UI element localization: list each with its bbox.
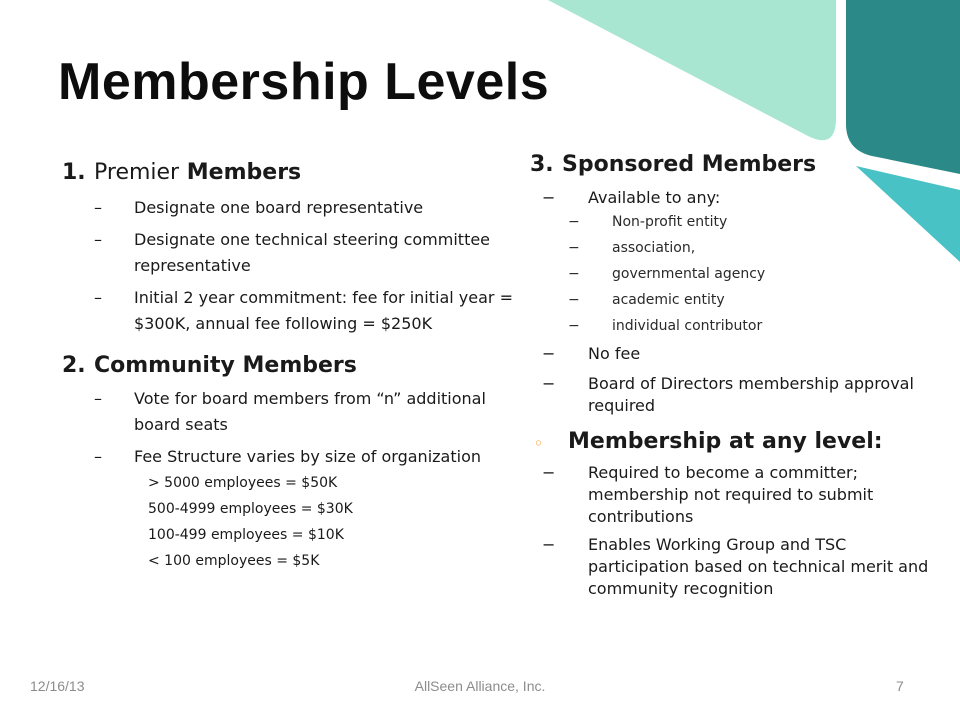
heading-text: Sponsored Members — [562, 152, 817, 177]
footer-page-number: 7 — [896, 678, 904, 694]
list-item — [530, 287, 950, 313]
dash-bullet: – — [94, 198, 102, 217]
circle-bullet-icon: ◦ — [534, 436, 543, 452]
entity-text: association, — [612, 240, 696, 256]
heading-text: Membership at any level: — [568, 429, 883, 454]
list-item — [62, 195, 532, 221]
heading-number: 3. — [530, 152, 554, 177]
mint-triangle-shape — [548, 0, 836, 140]
right-column — [530, 152, 950, 600]
list-item — [530, 235, 950, 261]
approval-text: Board of Directors membership approval required — [588, 374, 914, 415]
footer-organization: AllSeen Alliance, Inc. — [414, 678, 546, 694]
community-item-text: Fee Structure varies by size of organization — [134, 447, 481, 466]
dash-bullet: – — [94, 230, 102, 249]
slide-title: Membership Levels — [58, 53, 550, 111]
heading-word-community: Community — [94, 353, 235, 378]
list-item — [530, 373, 950, 417]
dash-bullet: – — [94, 447, 102, 466]
minus-bullet: − — [568, 292, 580, 308]
premier-members-heading — [62, 160, 532, 185]
heading-word-members: Members — [242, 353, 357, 378]
available-text: Available to any: — [588, 188, 721, 207]
any-level-heading — [530, 429, 950, 454]
list-item — [530, 462, 950, 528]
heading-number: 1. — [62, 160, 86, 185]
entity-text: individual contributor — [612, 318, 763, 334]
no-fee-text: No fee — [588, 344, 641, 363]
list-item — [62, 444, 532, 470]
minus-bullet: − — [568, 318, 580, 334]
list-item — [530, 187, 950, 209]
left-column — [62, 160, 532, 574]
minus-bullet: − — [542, 535, 556, 554]
minus-bullet: − — [542, 374, 556, 393]
community-item-text: Vote for board members from “n” additional board seats — [134, 389, 486, 434]
list-item — [530, 343, 950, 365]
fee-tier: 500-4999 employees = $30K — [148, 501, 353, 517]
heading-word-premier: Premier — [94, 160, 180, 185]
minus-bullet: − — [568, 240, 580, 256]
list-item — [530, 313, 950, 339]
any-level-item-text: Required to become a committer; membership not required to submit contributions — [588, 463, 874, 526]
premier-item-text: Designate one technical steering committee representative — [134, 230, 491, 275]
fee-tier: > 5000 employees = $50K — [148, 475, 338, 491]
minus-bullet: − — [568, 214, 580, 230]
heading-number: 2. — [62, 353, 86, 378]
minus-bullet: − — [568, 266, 580, 282]
premier-item-text: Designate one board representative — [134, 198, 424, 217]
dark-teal-shape — [846, 0, 960, 174]
entity-text: governmental agency — [612, 266, 766, 282]
dash-bullet: – — [94, 288, 102, 307]
footer-date: 12/16/13 — [30, 678, 85, 694]
list-item — [62, 285, 532, 337]
dash-bullet: – — [94, 389, 102, 408]
minus-bullet: − — [542, 188, 556, 207]
entity-text: Non-profit entity — [612, 214, 728, 230]
list-item — [530, 534, 950, 600]
community-members-heading — [62, 353, 532, 378]
fee-tier: 100-499 employees = $10K — [148, 527, 344, 543]
heading-word-members: Members — [186, 160, 302, 185]
list-item — [530, 209, 950, 235]
sponsored-members-heading — [530, 152, 950, 177]
minus-bullet: − — [542, 463, 556, 482]
list-item — [62, 227, 532, 279]
premier-item-text: Initial 2 year commitment: fee for initial year = $300K, annual fee following = $250K — [134, 288, 513, 333]
any-level-item-text: Enables Working Group and TSC participation based on technical merit and community recognition — [588, 535, 929, 598]
fee-tier: < 100 employees = $5K — [148, 553, 320, 569]
list-item — [530, 261, 950, 287]
entity-text: academic entity — [612, 292, 725, 308]
minus-bullet: − — [542, 344, 556, 363]
list-item — [62, 386, 532, 438]
